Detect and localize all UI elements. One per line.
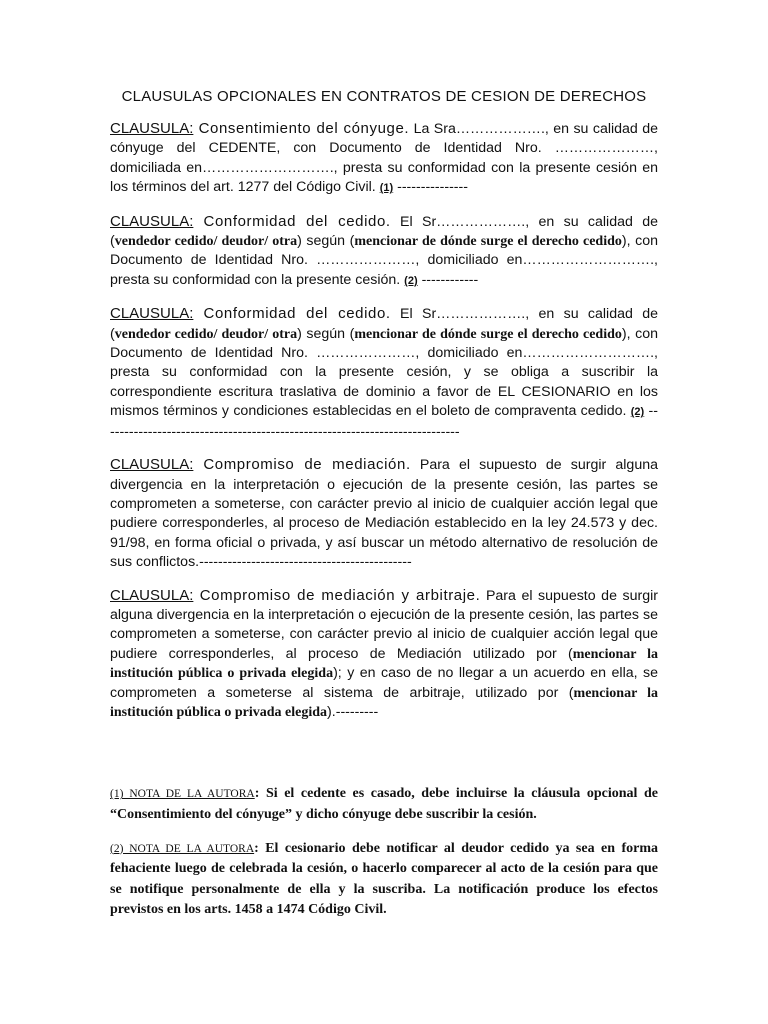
clause-dashes: --------------- xyxy=(393,179,468,196)
clause-text: ), con Documento de Identidad Nro. …………………, domiciliado en………………………., presta su conformidad con la presente cesión. xyxy=(110,233,658,288)
note-text: : El cesionario debe notificar al deudor cedido ya sea en forma fehaciente luego de celebrada la cesión, o hacerlo comparecer al acto de la cesión para que se notifique personalmente de ella y la suscriba. La notificación produce los efectos previstos en los arts. 1458 a 1474 Código Civil. xyxy=(110,840,659,918)
author-notes xyxy=(110,784,658,921)
clause-heading: Consentimiento del cónyuge. xyxy=(193,120,410,137)
note-label: (2) NOTA DE LA AUTORA xyxy=(110,842,255,855)
placeholder-text: mencionar de dónde surge el derecho cedido xyxy=(354,326,622,342)
clause-conformidad-1 xyxy=(110,212,658,292)
clause-heading: Compromiso de mediación y arbitraje. xyxy=(193,586,481,604)
footnote-ref-1: (1) xyxy=(379,182,394,195)
clause-text: ), con Documento de Identidad Nro. …………………, domiciliado en………………………., presta su conformidad con la presente cesión, y se obliga a suscribir la correspondiente escritura traslativa de dominio a favor de EL CESIONARIO en los mismos términos y condiciones establecidas en el boleto de compraventa cedido. xyxy=(110,325,658,420)
document-page xyxy=(110,88,658,934)
clause-label: CLAUSULA: xyxy=(110,120,194,137)
clause-heading: Conformidad del cedido. xyxy=(193,212,391,230)
clause-text: La Sra………………., en su calidad de cónyuge del CEDENTE, con Documento de Identidad Nro. …………………, domiciliada en………………………., presta su conformidad con la presente cesión en los términos del art. 1277 del Código Civil. xyxy=(110,121,658,196)
placeholder-text: mencionar la institución pública o privada elegida xyxy=(110,646,658,682)
placeholder-text: vendedor cedido/ deudor/ otra xyxy=(114,326,298,342)
author-note-2 xyxy=(110,839,658,921)
placeholder-text: mencionar la institución pública o privada elegida xyxy=(110,685,658,720)
footnote-ref-2: (2) xyxy=(404,274,418,287)
clause-mediacion-arbitraje xyxy=(110,586,658,723)
clause-text: ).--------- xyxy=(327,703,379,720)
placeholder-text: vendedor cedido/ deudor/ otra xyxy=(114,234,298,250)
clause-mediacion xyxy=(110,455,658,572)
clause-heading: Compromiso de mediación. xyxy=(193,456,411,474)
clause-text: El Sr………………., en su calidad de ( xyxy=(110,213,658,250)
clause-label: CLAUSULA: xyxy=(110,305,194,323)
clause-label: CLAUSULA: xyxy=(110,586,194,604)
clause-consentimiento xyxy=(110,119,658,199)
clause-text: ); y en caso de no llegar a un acuerdo en ella, se comprometen a someterse al sistema de arbitraje, utilizado por ( xyxy=(110,665,658,701)
author-note-1 xyxy=(110,784,658,825)
clause-text: El Sr………………., en su calidad de ( xyxy=(110,306,658,342)
clause-text: Para el supuesto de surgir alguna divergencia en la interpretación o ejecución de la presente cesión, las partes se comprometen a someterse, con carácter previo al inicio de cualquier acción legal que pudiere corresponderles, al proceso de Mediación establecido en la ley 24.573 y dec. 91/98, en forma oficial o privada, y así buscar un método alternativo de resolución de sus conflictos.--------------------------------------------- xyxy=(110,457,658,571)
clause-label: CLAUSULA: xyxy=(110,456,194,474)
note-label: (1) NOTA DE LA AUTORA xyxy=(110,788,255,801)
clause-dashes: ------------ xyxy=(417,271,479,288)
clause-label: CLAUSULA: xyxy=(110,212,194,230)
placeholder-text: mencionar de dónde surge el derecho cedido xyxy=(354,234,622,250)
note-text: : Si el cedente es casado, debe incluirse la cláusula opcional de “Consentimiento del cónyuge” y dicho cónyuge debe suscribir la cesión. xyxy=(110,786,658,822)
clause-text: ) según ( xyxy=(297,325,355,342)
clause-dashes: ---------------------------------------------------------------------------- xyxy=(110,403,658,440)
clause-conformidad-2 xyxy=(110,304,658,442)
footnote-ref-2: (2) xyxy=(630,406,645,419)
clause-text: ) según ( xyxy=(297,233,355,250)
document-title: CLAUSULAS OPCIONALES EN CONTRATOS DE CESION DE DERECHOS xyxy=(121,88,647,105)
clause-text: Para el supuesto de surgir alguna divergencia en la interpretación o ejecución de la presente cesión, las partes se comprometen a someterse, con carácter previo al inicio de cualquier acción legal que pudiere corresponderles, al proceso de Mediación utilizado por ( xyxy=(110,587,658,662)
clause-heading: Conformidad del cedido. xyxy=(193,305,391,323)
